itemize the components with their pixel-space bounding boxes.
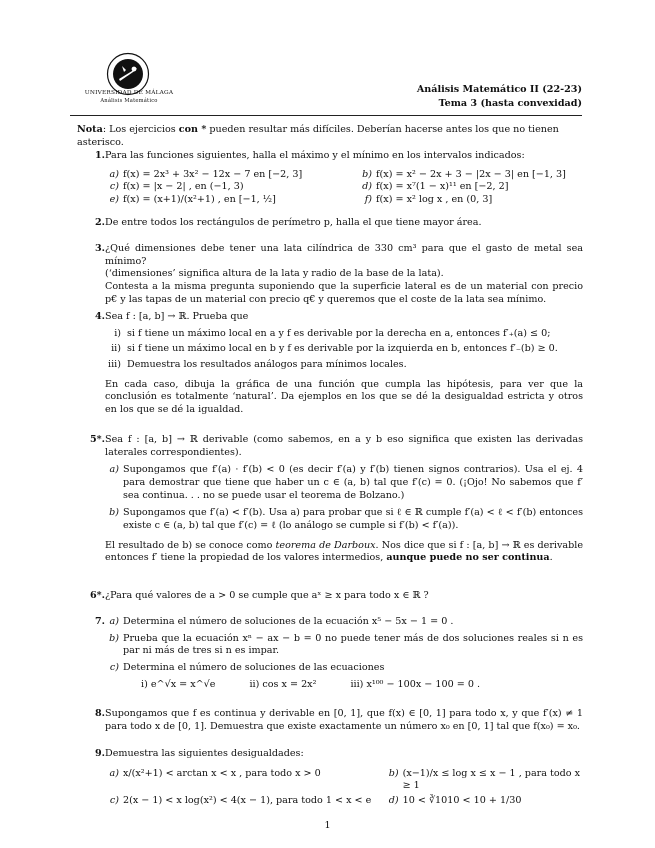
- ex9-b: (x−1)/x ≤ log x ≤ x − 1 , para todo x ≥ 1: [402, 767, 581, 792]
- outro-end: .: [549, 552, 553, 564]
- ex9-c: 2(x − 1) < x log(x²) < 4(x − 1), para todo 1 < x < e: [123, 794, 372, 806]
- label-c: c): [109, 794, 119, 806]
- exercise-6: [77, 590, 583, 603]
- ex1-d: f(x) = x⁷(1 − x)¹¹ en [−2, 2]: [376, 181, 509, 193]
- label-a: a): [109, 616, 119, 627]
- page-number: 1: [324, 820, 331, 831]
- exercise-4-intro: Sea f : [a, b] → ℝ. Prueba que: [105, 311, 249, 322]
- note-paragraph: [77, 124, 583, 149]
- outro-bold: aunque puede no ser continua: [386, 552, 550, 564]
- exercise-3-line-2: (‘dimensiones’ significa altura de la lata y radio de la base de la lata).: [105, 268, 444, 280]
- exercise-number: 4.: [94, 311, 105, 322]
- ex4-ii: si f tiene un máximo local en b y f es derivable por la izquierda en b, entonces f′₋(b) ≥ 0.: [127, 343, 558, 355]
- exercise-8: [77, 708, 583, 733]
- note-text-post: pueden resultar más difíciles. Deberían hacerse antes los que no tienen asterisco.: [77, 124, 559, 148]
- ex7-c: Determina el número de soluciones de las ecuaciones: [123, 661, 385, 673]
- exercise-7: [77, 616, 583, 691]
- label-e: e): [109, 193, 119, 205]
- exercise-5-outro: [105, 540, 583, 565]
- ex7-b: Prueba que la ecuación xⁿ − ax − b = 0 no puede tener más de dos soluciones reales si n es par ni más de tres si n es impar.: [123, 632, 583, 657]
- exercise-2: [77, 217, 583, 230]
- label-a: a): [109, 464, 119, 476]
- label-a: a): [109, 767, 119, 779]
- label-b: b): [109, 507, 119, 519]
- ex4-iii: Demuestra los resultados análogos para mínimos locales.: [127, 358, 407, 370]
- label-b: b): [362, 168, 372, 180]
- exercise-9: [77, 748, 583, 808]
- exercise-4-outro: En cada caso, dibuja la gráfica de una función que cumpla las hipótesis, para ver que la conclusión es totalmente ‘natural’. Da ejemplos en los que se dé la desigualdad estricta y otros en los que se dé la igualdad.: [105, 378, 583, 415]
- label-d: d): [388, 794, 399, 806]
- exercise-number: 3.: [94, 243, 105, 254]
- label-ii: ii): [111, 343, 121, 355]
- ex9-d: 10 < ∛1010 < 10 + 1/30: [402, 794, 522, 806]
- course-title: Análisis Matemático II (22-23): [416, 84, 582, 95]
- ex7-c-i: i) e^√x = x^√e: [141, 678, 216, 690]
- exercise-5: [77, 434, 583, 565]
- outro-pre: El resultado de b) se conoce como: [105, 539, 276, 551]
- exercise-3-line-3: Contesta a la misma pregunta suponiendo que la superficie lateral es de un material con precio p€ y las tapas de un material con precio q€ y queremos que el coste de la lata sea mínimo.: [105, 280, 583, 305]
- ex4-i: si f tiene un máximo local en a y f es derivable por la derecha en a, entonces f′₊(a) ≤ 0;: [127, 327, 551, 339]
- course-header: [417, 83, 582, 111]
- ex1-f: f(x) = x² log x , en (0, 3]: [376, 193, 493, 205]
- exercise-number: 7.: [94, 616, 105, 627]
- ex7-a: Determina el número de soluciones de la ecuación x⁵ − 5x − 1 = 0 .: [123, 616, 454, 627]
- ex1-a: f(x) = 2x³ + 3x² − 12x − 7 en [−2, 3]: [123, 168, 303, 180]
- topic-title: Tema 3 (hasta convexidad): [438, 97, 582, 109]
- header-divider: [70, 115, 582, 116]
- exercise-6-text: ¿Para qué valores de a > 0 se cumple que aˣ ≥ x para todo x ∈ ℝ ?: [105, 590, 429, 601]
- exercise-3-line-1: ¿Qué dimensiones debe tener una lata cilíndrica de 330 cm³ para que el gasto de metal sea mínimo?: [105, 243, 583, 267]
- ex7-c-iii: iii) x¹⁰⁰ − 100x − 100 = 0 .: [350, 678, 481, 690]
- university-name: UNIVERSIDAD DE MÁLAGA: [84, 90, 174, 96]
- exercise-number: 2.: [94, 217, 105, 228]
- note-text-pre: : Los ejercicios: [102, 124, 179, 135]
- exercise-number: 6*.: [89, 590, 105, 601]
- ex7-c-ii: ii) cos x = 2x²: [249, 678, 317, 690]
- label-d: d): [362, 181, 372, 193]
- exercise-8-text: Supongamos que f es continua y derivable en [0, 1], que f(x) ∈ [0, 1] para todo x, y que f′(x) ≠ 1 para todo x de [0, 1]. Demuestra que existe exactamente un número x₀ en [0, 1] tal que f(x₀) = x₀.: [105, 708, 583, 732]
- exercise-2-text: De entre todos los rectángulos de perímetro p, halla el que tiene mayor área.: [105, 217, 482, 228]
- ex1-c: f(x) = |x − 2| , en (−1, 3): [123, 181, 244, 193]
- label-c: c): [109, 181, 119, 193]
- label-iii: iii): [108, 358, 121, 370]
- ex1-b: f(x) = x² − 2x + 3 − |2x − 3| en [−1, 3]: [376, 168, 566, 180]
- exercise-3: [77, 243, 583, 306]
- label-f: f): [364, 193, 372, 205]
- exercise-5-intro: Sea f : [a, b] → ℝ derivable (como sabemos, en a y b eso significa que existen las derivadas laterales correspondientes).: [105, 434, 583, 458]
- label-a: a): [109, 168, 119, 180]
- exercise-1: [77, 150, 583, 207]
- department-name: Análisis Matemático: [100, 97, 158, 104]
- exercise-4: [77, 311, 583, 417]
- label-b: b): [388, 767, 399, 779]
- exercise-number: 5*.: [89, 434, 105, 445]
- label-b: b): [109, 632, 119, 644]
- ex5-b: Supongamos que f′(a) < f′(b). Usa a) para probar que si ℓ ∈ ℝ cumple f′(a) < ℓ < f′(b) entonces existe c ∈ (a, b) tal que f′(c) = ℓ (lo análogo se cumple si f′(b) < f′(a)).: [123, 507, 583, 531]
- ex1-e: f(x) = (x+1)/(x²+1) , en [−1, ½]: [123, 193, 276, 205]
- exercise-number: 8.: [94, 708, 105, 719]
- ex5-a: Supongamos que f′(a) · f′(b) < 0 (es decir f′(a) y f′(b) tienen signos contrarios). Usa el ej. 4 para demostrar que tiene que haber un c ∈ (a, b) tal que f′(c) = 0. (¡Ojo! No sabemos que f′ sea continua. . . no se puede usar el teorema de Bolzano.): [123, 464, 583, 501]
- exercise-number: 1.: [94, 150, 105, 161]
- university-name-block: [70, 90, 188, 105]
- label-c: c): [109, 661, 119, 673]
- note-label: Nota: [77, 124, 103, 135]
- note-emph: con *: [178, 124, 207, 135]
- ex9-a: x/(x²+1) < arctan x < x , para todo x > 0: [123, 767, 321, 779]
- exercise-number: 9.: [94, 748, 105, 759]
- exercise-1-intro: Para las funciones siguientes, halla el máximo y el mínimo en los intervalos indicados:: [105, 150, 525, 161]
- exercise-9-intro: Demuestra las siguientes desigualdades:: [105, 748, 304, 759]
- outro-mid: . Nos dice que si f : [a, b] → ℝ es derivable entonces f′ tiene la propiedad de los valores intermedios,: [105, 539, 584, 564]
- darboux-theorem-name: teorema de Darboux: [275, 539, 376, 551]
- label-i: i): [114, 327, 121, 339]
